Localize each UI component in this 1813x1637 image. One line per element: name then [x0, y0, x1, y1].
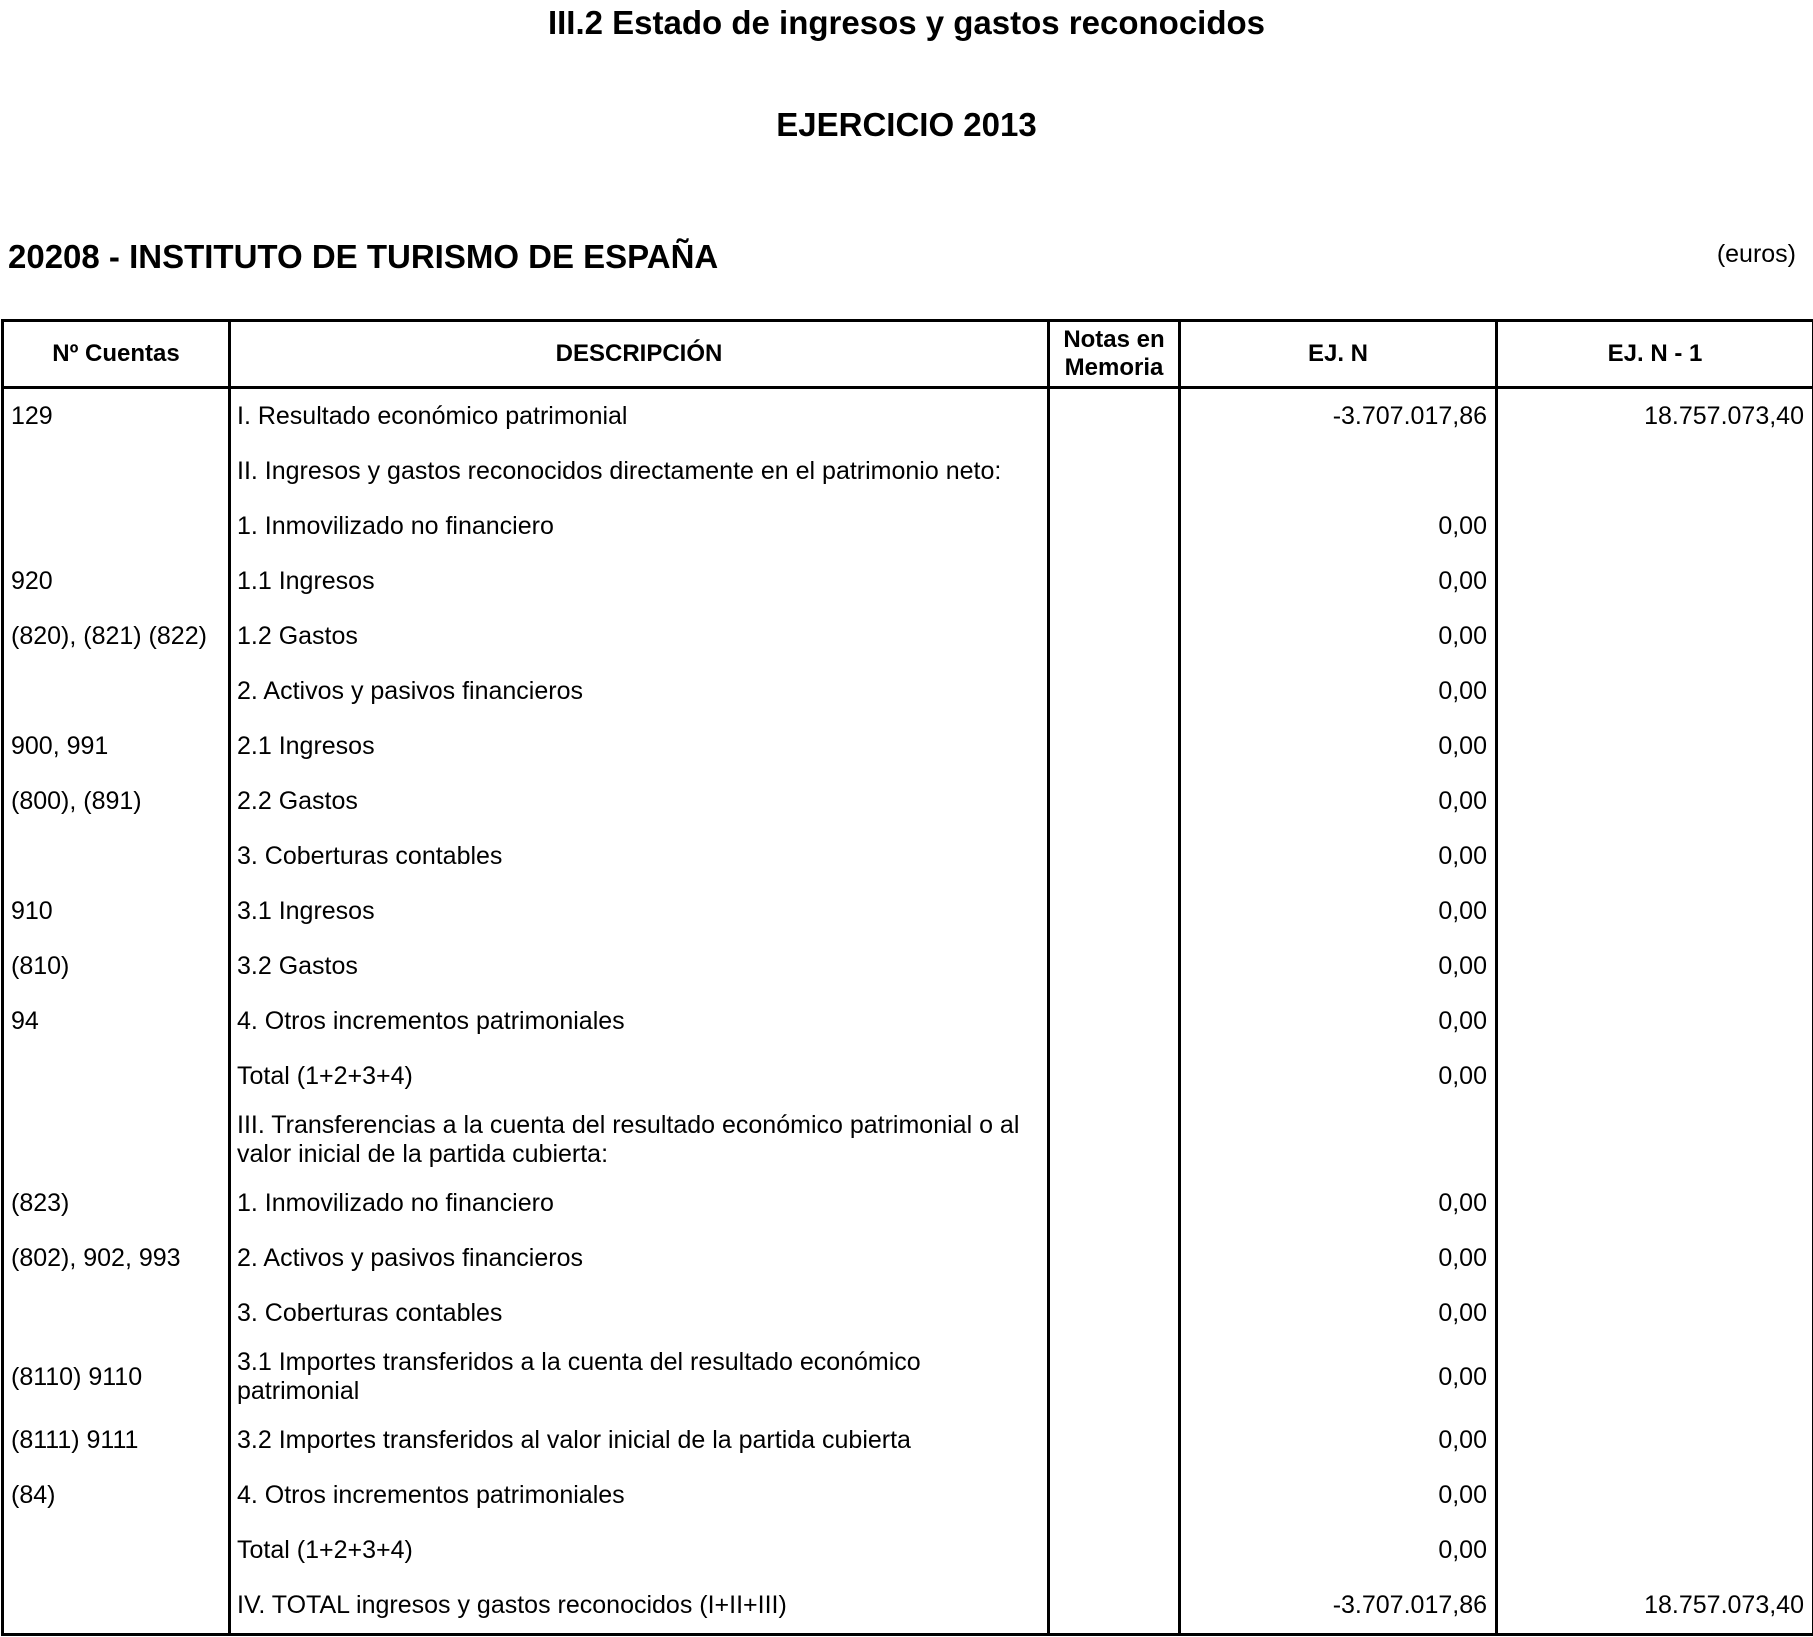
table-row — [3, 499, 1813, 554]
notes-cell — [1049, 554, 1180, 609]
table-row — [3, 884, 1813, 939]
notes-cell — [1049, 499, 1180, 554]
year-n-cell: 0,00 — [1180, 939, 1497, 994]
account-cell — [3, 1578, 230, 1635]
year-n-1-cell — [1497, 994, 1813, 1049]
year-n-1-cell — [1497, 1231, 1813, 1286]
year-n-cell: 0,00 — [1180, 499, 1497, 554]
year-n-cell: 0,00 — [1180, 1049, 1497, 1104]
notes-cell — [1049, 1104, 1180, 1176]
year-n-cell: 0,00 — [1180, 884, 1497, 939]
table-row — [3, 1286, 1813, 1341]
table-row — [3, 1413, 1813, 1468]
year-n-cell: 0,00 — [1180, 994, 1497, 1049]
notes-cell — [1049, 1049, 1180, 1104]
notes-cell — [1049, 388, 1180, 445]
year-n-1-cell: 18.757.073,40 — [1497, 1578, 1813, 1635]
account-cell: (820), (821) (822) — [3, 609, 230, 664]
table-row — [3, 829, 1813, 884]
account-cell — [3, 1049, 230, 1104]
table-row — [3, 1578, 1813, 1635]
notes-cell — [1049, 829, 1180, 884]
year-n-1-cell — [1497, 609, 1813, 664]
table-row — [3, 1104, 1813, 1176]
year-n-1-cell — [1497, 444, 1813, 499]
year-n-1-cell — [1497, 829, 1813, 884]
table-header-row — [3, 321, 1813, 388]
year-n-cell: 0,00 — [1180, 1341, 1497, 1413]
column-header-accounts: Nº Cuentas — [3, 321, 230, 388]
year-n-cell: 0,00 — [1180, 1231, 1497, 1286]
description-cell: 3.1 Importes transferidos a la cuenta del resultado económico patrimonial — [230, 1341, 1049, 1413]
account-cell — [3, 664, 230, 719]
description-cell: 3. Coberturas contables — [230, 829, 1049, 884]
year-n-1-cell — [1497, 1049, 1813, 1104]
entity-name: 20208 - INSTITUTO DE TURISMO DE ESPAÑA — [8, 238, 719, 275]
description-cell: 2.2 Gastos — [230, 774, 1049, 829]
account-cell — [3, 1523, 230, 1578]
notes-cell — [1049, 609, 1180, 664]
table-row — [3, 609, 1813, 664]
description-cell: Total (1+2+3+4) — [230, 1049, 1049, 1104]
account-cell: 900, 991 — [3, 719, 230, 774]
year-n-cell: -3.707.017,86 — [1180, 388, 1497, 445]
description-cell: 1. Inmovilizado no financiero — [230, 499, 1049, 554]
account-cell — [3, 444, 230, 499]
income-expense-table — [1, 319, 1813, 1636]
notes-cell — [1049, 1176, 1180, 1231]
year-n-1-cell — [1497, 664, 1813, 719]
year-n-1-cell — [1497, 1413, 1813, 1468]
table-row — [3, 1231, 1813, 1286]
page-title: III.2 Estado de ingresos y gastos reconocidos — [547, 4, 1266, 41]
column-header-year-n-1: EJ. N - 1 — [1497, 321, 1813, 388]
year-n-1-cell — [1497, 1176, 1813, 1231]
year-n-1-cell — [1497, 554, 1813, 609]
year-n-cell: 0,00 — [1180, 774, 1497, 829]
table-row — [3, 939, 1813, 994]
year-n-1-cell — [1497, 939, 1813, 994]
table-row — [3, 444, 1813, 499]
description-cell: 4. Otros incrementos patrimoniales — [230, 1468, 1049, 1523]
table-row — [3, 1341, 1813, 1413]
description-cell: 3. Coberturas contables — [230, 1286, 1049, 1341]
account-cell — [3, 1286, 230, 1341]
description-cell: 2.1 Ingresos — [230, 719, 1049, 774]
description-cell: 4. Otros incrementos patrimoniales — [230, 994, 1049, 1049]
year-n-1-cell — [1497, 884, 1813, 939]
year-n-cell: 0,00 — [1180, 554, 1497, 609]
description-cell: 3.2 Importes transferidos al valor inicial de la partida cubierta — [230, 1413, 1049, 1468]
notes-cell — [1049, 1523, 1180, 1578]
year-n-1-cell — [1497, 1523, 1813, 1578]
table-row — [3, 388, 1813, 445]
table-row — [3, 1176, 1813, 1231]
account-cell: (823) — [3, 1176, 230, 1231]
year-n-cell: -3.707.017,86 — [1180, 1578, 1497, 1635]
year-n-1-cell — [1497, 774, 1813, 829]
year-n-cell: 0,00 — [1180, 664, 1497, 719]
account-cell: (800), (891) — [3, 774, 230, 829]
year-n-cell — [1180, 1104, 1497, 1176]
description-cell: 3.1 Ingresos — [230, 884, 1049, 939]
notes-cell — [1049, 774, 1180, 829]
table-row — [3, 719, 1813, 774]
year-n-1-cell — [1497, 719, 1813, 774]
table-row — [3, 994, 1813, 1049]
column-header-notes: Notas en Memoria — [1049, 321, 1180, 388]
notes-cell — [1049, 1413, 1180, 1468]
table-row — [3, 664, 1813, 719]
year-n-cell: 0,00 — [1180, 719, 1497, 774]
table-row — [3, 774, 1813, 829]
year-n-1-cell — [1497, 1286, 1813, 1341]
year-n-1-cell — [1497, 1468, 1813, 1523]
year-n-1-cell — [1497, 1341, 1813, 1413]
notes-cell — [1049, 994, 1180, 1049]
description-cell: 3.2 Gastos — [230, 939, 1049, 994]
account-cell: 129 — [3, 388, 230, 445]
account-cell: 920 — [3, 554, 230, 609]
column-header-description: DESCRIPCIÓN — [230, 321, 1049, 388]
year-n-cell: 0,00 — [1180, 1176, 1497, 1231]
notes-cell — [1049, 939, 1180, 994]
description-cell: II. Ingresos y gastos reconocidos directamente en el patrimonio neto: — [230, 444, 1049, 499]
year-n-cell: 0,00 — [1180, 1413, 1497, 1468]
notes-cell — [1049, 1286, 1180, 1341]
description-cell: 2. Activos y pasivos financieros — [230, 1231, 1049, 1286]
table-row — [3, 1049, 1813, 1104]
notes-cell — [1049, 444, 1180, 499]
year-n-cell — [1180, 444, 1497, 499]
account-cell: (8111) 9111 — [3, 1413, 230, 1468]
table-row — [3, 1468, 1813, 1523]
account-cell: 910 — [3, 884, 230, 939]
year-n-1-cell — [1497, 1104, 1813, 1176]
description-cell: III. Transferencias a la cuenta del resultado económico patrimonial o al valor inicial de la partida cubierta: — [230, 1104, 1049, 1176]
currency-unit: (euros) — [1716, 240, 1796, 268]
account-cell — [3, 499, 230, 554]
account-cell — [3, 829, 230, 884]
description-cell: 1.2 Gastos — [230, 609, 1049, 664]
account-cell: (8110) 9110 — [3, 1341, 230, 1413]
table-row — [3, 554, 1813, 609]
year-n-cell: 0,00 — [1180, 829, 1497, 884]
notes-cell — [1049, 664, 1180, 719]
year-n-cell: 0,00 — [1180, 1468, 1497, 1523]
account-cell: (802), 902, 993 — [3, 1231, 230, 1286]
notes-cell — [1049, 719, 1180, 774]
description-cell: IV. TOTAL ingresos y gastos reconocidos (I+II+III) — [230, 1578, 1049, 1635]
notes-cell — [1049, 1578, 1180, 1635]
table-row — [3, 1523, 1813, 1578]
exercise-year: EJERCICIO 2013 — [776, 106, 1037, 143]
description-cell: 1. Inmovilizado no financiero — [230, 1176, 1049, 1231]
year-n-cell: 0,00 — [1180, 1523, 1497, 1578]
notes-cell — [1049, 1341, 1180, 1413]
description-cell: 1.1 Ingresos — [230, 554, 1049, 609]
notes-cell — [1049, 1468, 1180, 1523]
table-body — [3, 388, 1813, 1635]
column-header-year-n: EJ. N — [1180, 321, 1497, 388]
account-cell: 94 — [3, 994, 230, 1049]
notes-cell — [1049, 884, 1180, 939]
notes-cell — [1049, 1231, 1180, 1286]
account-cell: (84) — [3, 1468, 230, 1523]
year-n-cell: 0,00 — [1180, 609, 1497, 664]
account-cell: (810) — [3, 939, 230, 994]
account-cell — [3, 1104, 230, 1176]
year-n-1-cell: 18.757.073,40 — [1497, 388, 1813, 445]
year-n-cell: 0,00 — [1180, 1286, 1497, 1341]
description-cell: Total (1+2+3+4) — [230, 1523, 1049, 1578]
description-cell: I. Resultado económico patrimonial — [230, 388, 1049, 445]
year-n-1-cell — [1497, 499, 1813, 554]
description-cell: 2. Activos y pasivos financieros — [230, 664, 1049, 719]
